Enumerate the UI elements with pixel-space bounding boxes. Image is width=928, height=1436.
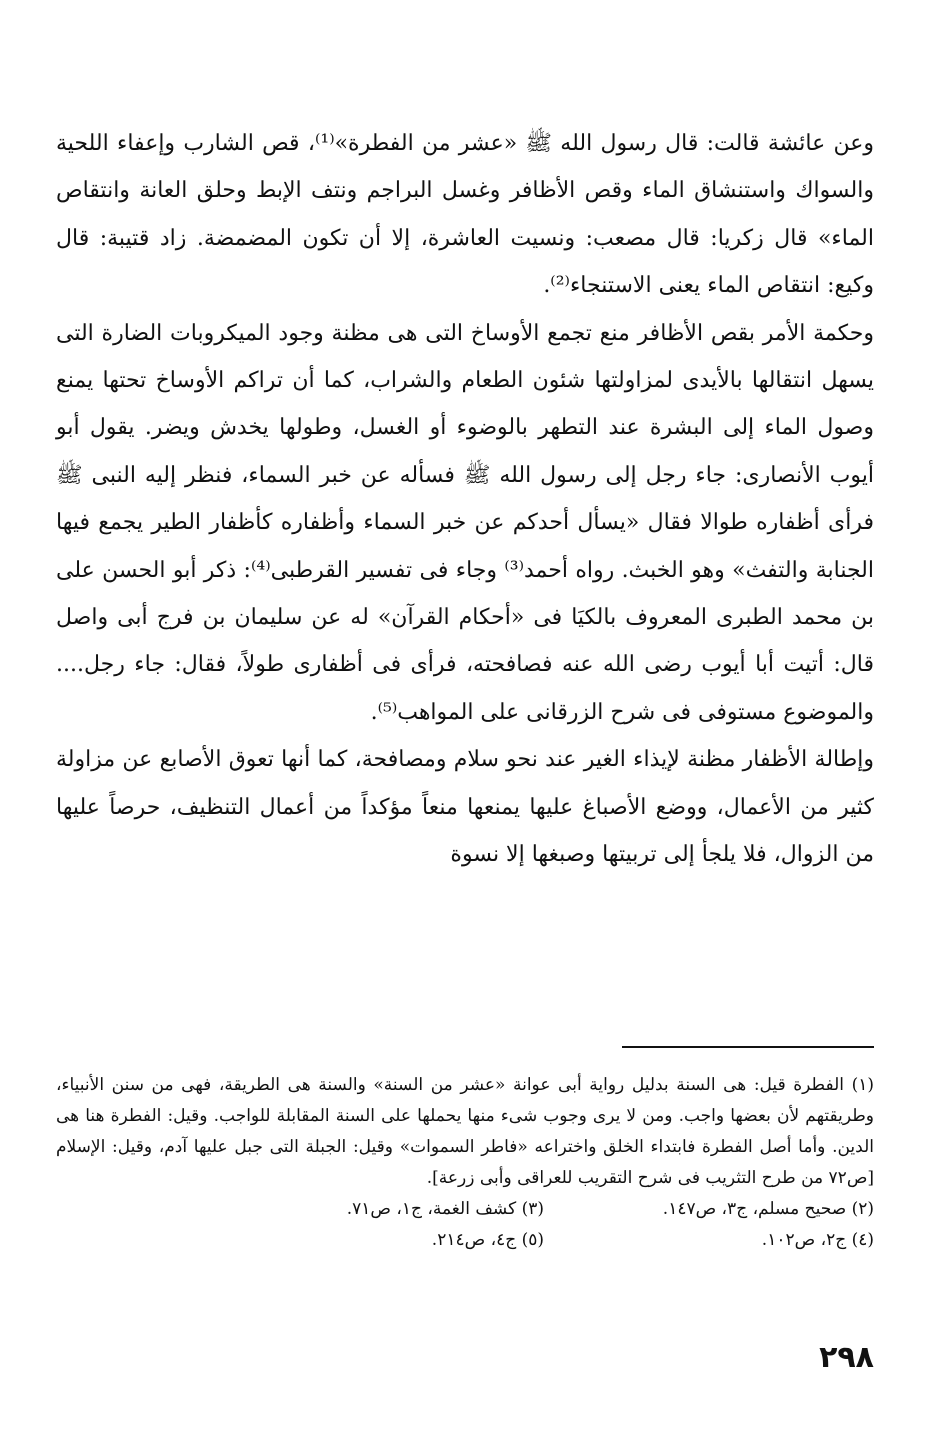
footnote-3: (٣) كشف الغمة، ج١، ص٧١. bbox=[346, 1199, 544, 1219]
footnote-2: (٢) صحيح مسلم، ج٣، ص١٤٧. bbox=[662, 1199, 874, 1219]
paragraph-2: وحكمة الأمر بقص الأظافر منع تجمع الأوساخ التى هى مظنة وجود الميكروبات الضارة التى يسهل انتقالها بالأيدى لمزاولتها شئون الطعام والشراب، كما أن تراكم الأوساخ تحتها يمنع وصول الماء إلى البشرة عند التطهر بالوضوء أو الغسل، وطولها يخدش ويضر. يقول أبو أيوب الأنصارى: جاء رجل إلى رسول الله ﷺ فسأله عن خبر السماء، فنظر إليه النبى ﷺ فرأى أظفاره طوالا فقال «يسأل أحدكم عن خبر السماء وأظفاره كأظفار الطير يجمع فيها الجنابة والتفث» وهو الخبث. رواه أحمد⁽³⁾ وجاء فى تفسير القرطبى⁽⁴⁾: ذكر أبو الحسن على بن محمد الطبرى المعروف بالكيَا فى «أحكام القرآن» له عن سليمان بن فرج أبى واصل قال: أتيت أبا أيوب رضى الله عنه فصافحته، فرأى فى أظفارى طولاً، فقال: جاء رجل.... والموضوع مستوفى فى شرح الزرقانى على المواهب⁽⁵⁾. bbox=[56, 320, 875, 725]
footnote-row-4-5 bbox=[56, 1225, 874, 1256]
main-text-body bbox=[56, 120, 874, 879]
footnote-1: (١) الفطرة قيل: هى السنة بدليل رواية أبى عوانة «عشر من السنة» والسنة هى الطريقة، فهى من سنن الأنبياء، وطريقتهم لأن بعضها واجب. ومن لا يرى وجوب شىء منها يحملها على السنة المقابلة للواجب. وقيل: الفطرة هنا هى الدين. وأما أصل الفطرة فابتداء الخلق واختراعه «فاطر السموات» وقيل: الجبلة التى جبل عليها آدم، وقيل: الإسلام [ص٧٢ من طرح التثريب فى شرح التقريب للعراقى وأبى زرعة]. bbox=[56, 1075, 874, 1188]
paragraph-3: وإطالة الأظفار مظنة لإيذاء الغير عند نحو سلام ومصافحة، كما أنها تعوق الأصابع عن مزاولة كثير من الأعمال، ووضع الأصباغ عليها يمنعها منعاً مؤكداً من أعمال التنظيف، حرصاً عليها من الزوال، فلا يلجأ إلى تربيتها وصبغها إلا نسوة bbox=[56, 747, 874, 868]
footnote-4: (٤) ج٢، ص١٠٢. bbox=[761, 1230, 874, 1250]
page-number: ٢٩٨ bbox=[819, 1340, 874, 1375]
footnote-row-2-3 bbox=[56, 1194, 874, 1225]
footnote-divider bbox=[622, 1046, 874, 1048]
footnote-5: (٥) ج٤، ص٢١٤. bbox=[431, 1230, 544, 1250]
footnotes bbox=[56, 1070, 874, 1256]
paragraph-1: وعن عائشة قالت: قال رسول الله ﷺ «عشر من الفطرة»⁽¹⁾، قص الشارب وإعفاء اللحية والسواك واستنشاق الماء وقص الأظافر وغسل البراجم ونتف الإبط وحلق العانة وانتقاص الماء» قال زكريا: قال مصعب: ونسيت العاشرة، إلا أن تكون المضمضة. زاد قتيبة: قال وكيع: انتقاص الماء يعنى الاستنجاء⁽²⁾. bbox=[56, 131, 875, 299]
